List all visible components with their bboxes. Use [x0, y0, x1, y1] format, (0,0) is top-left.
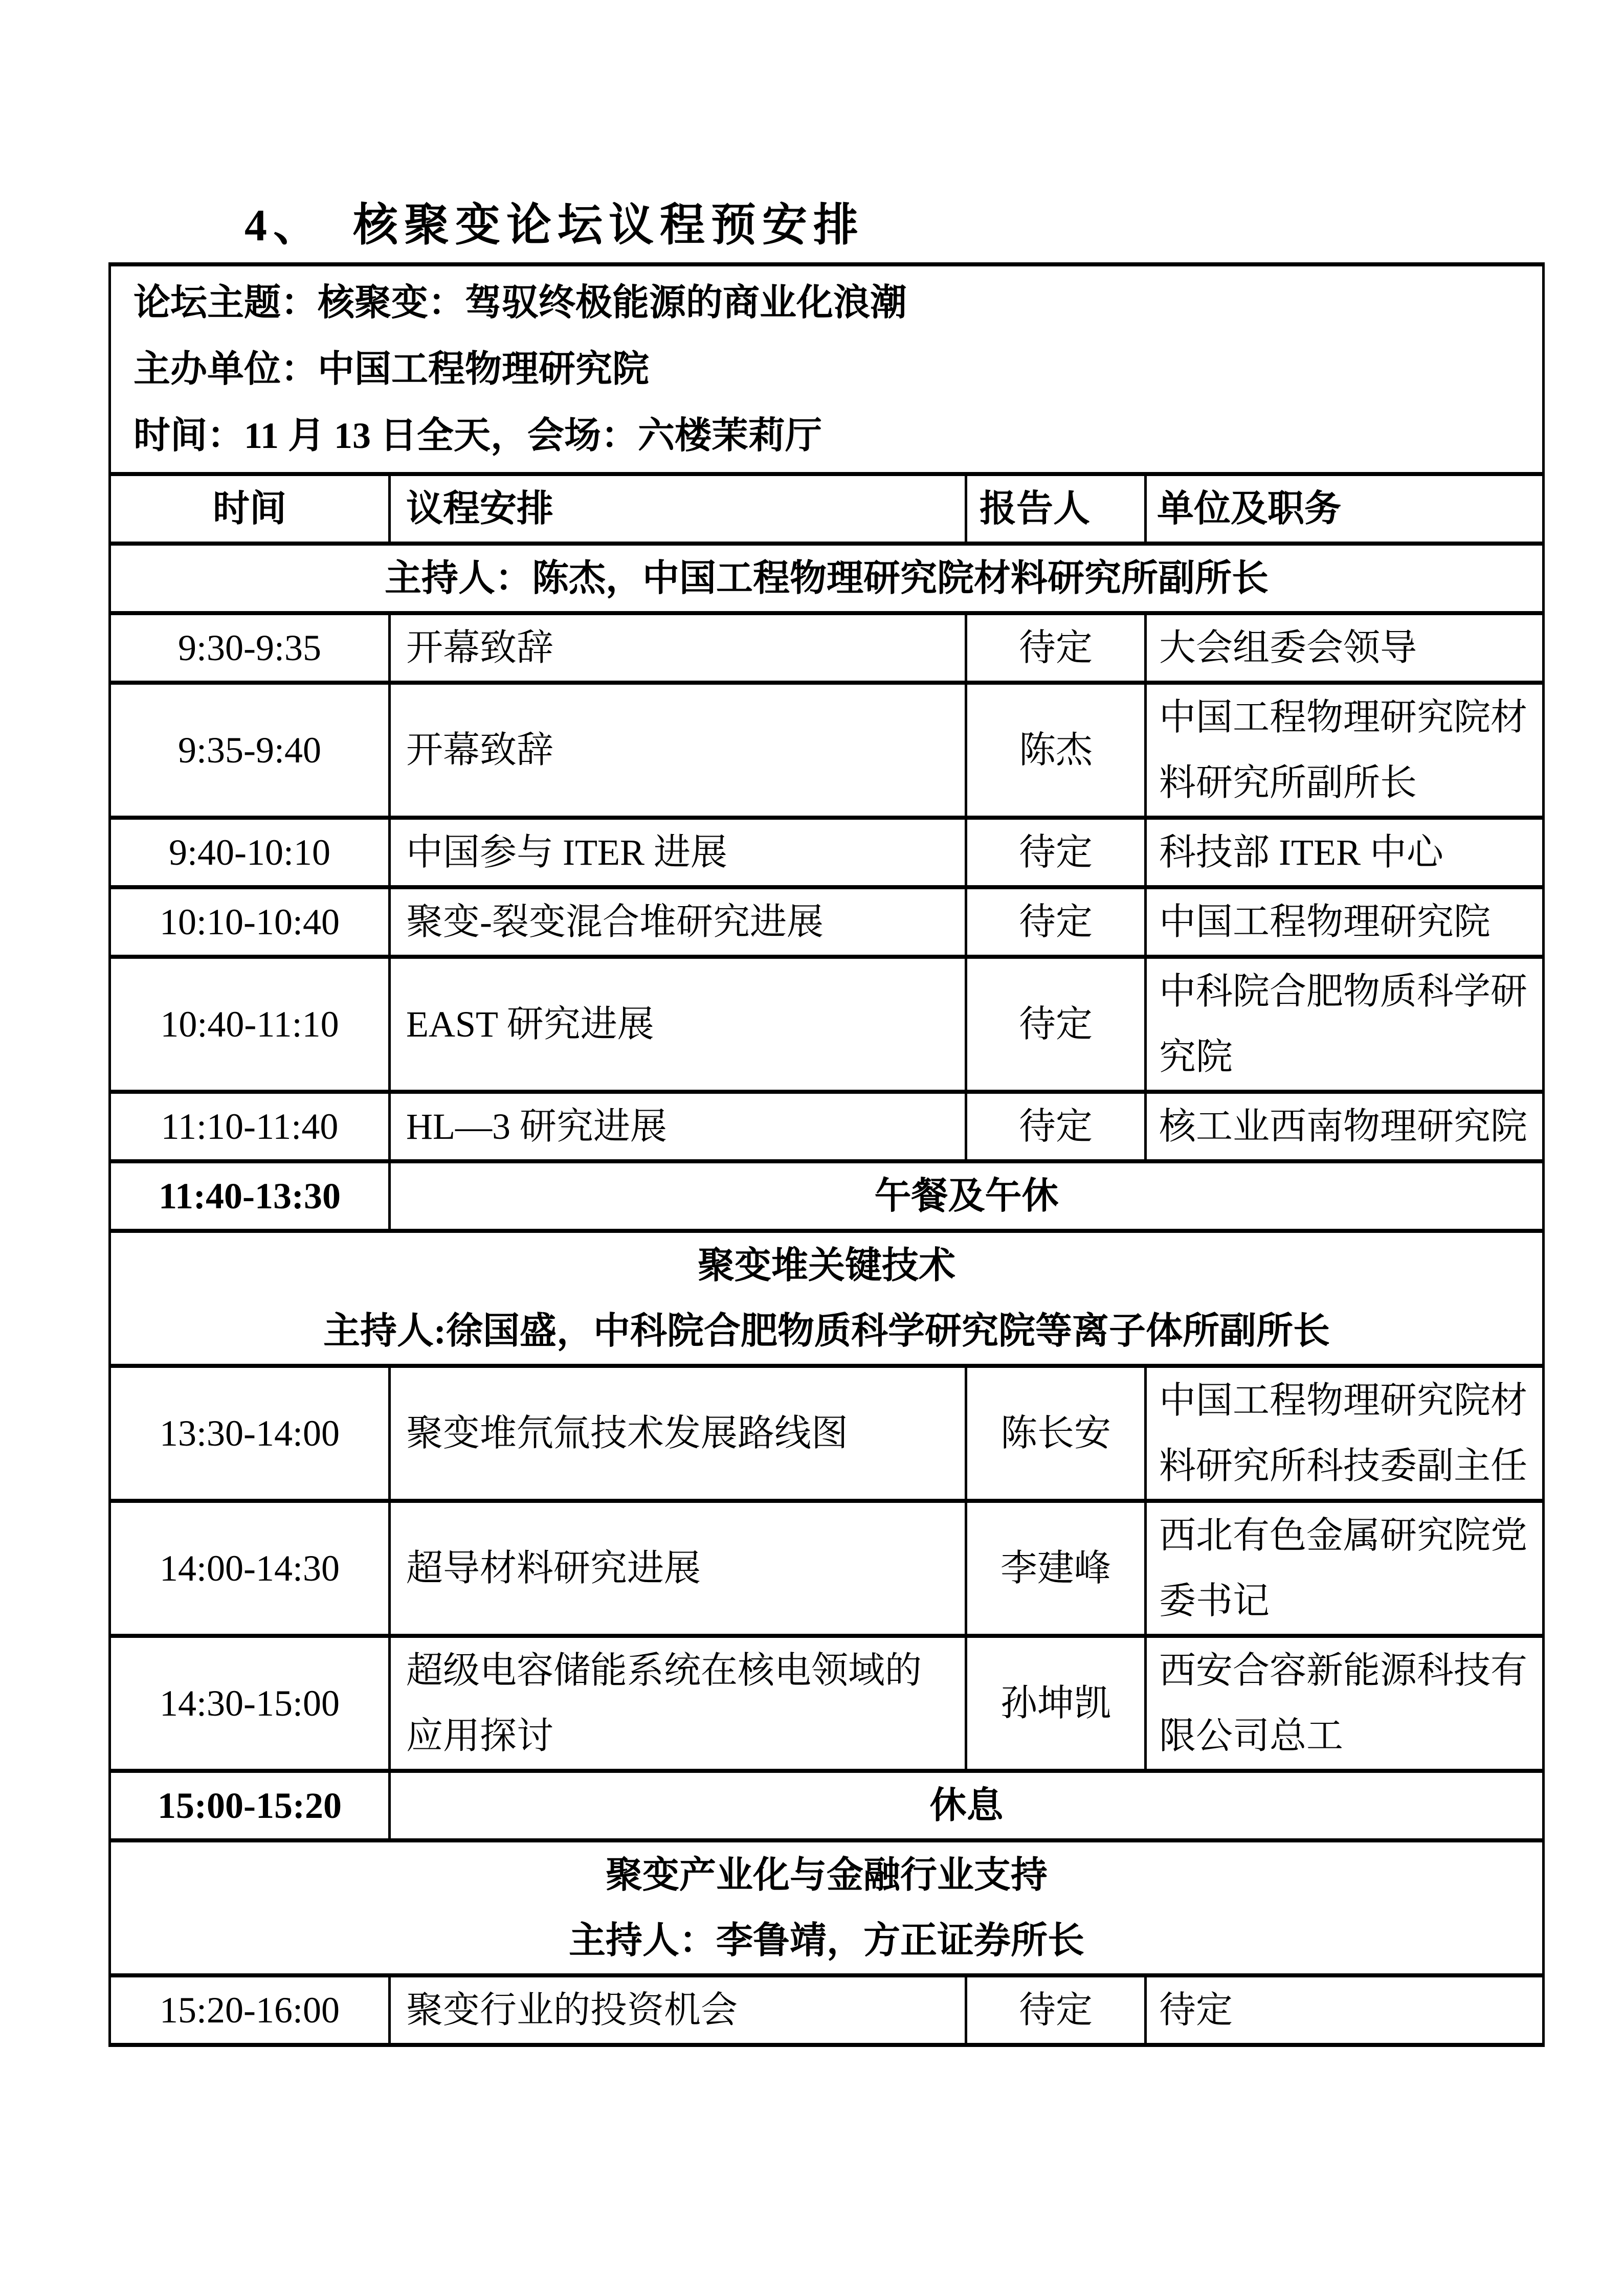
cell-time: 9:40-10:10	[110, 818, 390, 887]
cell-agenda: 聚变-裂变混合堆研究进展	[390, 887, 966, 957]
cell-time: 13:30-14:00	[110, 1366, 390, 1501]
forum-datetime-line: 时间：11 月 13 日全天，会场：六楼茉莉厅	[134, 415, 822, 456]
cell-org: 西北有色金属研究院党委书记	[1146, 1501, 1544, 1636]
forum-info-cell	[110, 264, 1544, 474]
cell-time: 15:20-16:00	[110, 1975, 390, 2045]
agenda-row-0935	[110, 683, 1544, 818]
agenda-row-1400	[110, 1501, 1544, 1636]
section-1-cell	[110, 1231, 1544, 1366]
moderator-row-session1	[110, 544, 1544, 613]
agenda-row-1040	[110, 957, 1544, 1092]
section-2-moderator: 主持人：李鲁靖，方正证券所长	[569, 1920, 1085, 1961]
cell-org: 核工业西南物理研究院	[1146, 1092, 1544, 1161]
cell-agenda: 聚变堆氘氚技术发展路线图	[390, 1366, 966, 1501]
forum-topic-line: 论坛主题：核聚变：驾驭终极能源的商业化浪潮	[134, 282, 907, 323]
cell-speaker: 待定	[966, 613, 1146, 683]
column-header-agenda: 议程安排	[390, 474, 966, 544]
agenda-row-1010	[110, 887, 1544, 957]
section-1-moderator: 主持人:徐国盛，中科院合肥物质科学研究院等离子体所副所长	[323, 1311, 1330, 1352]
cell-speaker: 李建峰	[966, 1501, 1146, 1636]
column-header-time: 时间	[110, 474, 390, 544]
cell-speaker: 待定	[966, 1092, 1146, 1161]
section-row-1	[110, 1231, 1544, 1366]
cell-speaker: 待定	[966, 957, 1146, 1092]
cell-org: 西安合容新能源科技有限公司总工	[1146, 1636, 1544, 1771]
cell-speaker: 孙坤凯	[966, 1636, 1146, 1771]
column-header-speaker: 报告人	[966, 474, 1146, 544]
cell-org: 中国工程物理研究院材料研究所副所长	[1146, 683, 1544, 818]
cell-agenda: 聚变行业的投资机会	[390, 1975, 966, 2045]
section-2-title: 聚变产业化与金融行业支持	[606, 1855, 1048, 1896]
section-1-title: 聚变堆关键技术	[698, 1245, 956, 1286]
cell-agenda: 超导材料研究进展	[390, 1501, 966, 1636]
cell-org: 中国工程物理研究院	[1146, 887, 1544, 957]
lunch-break-row	[110, 1161, 1544, 1231]
rest-time-cell: 15:00-15:20	[110, 1771, 390, 1840]
cell-speaker: 陈杰	[966, 683, 1146, 818]
lunch-label-cell: 午餐及午休	[390, 1161, 1544, 1231]
forum-info-row	[110, 264, 1544, 474]
cell-speaker: 待定	[966, 887, 1146, 957]
cell-time: 9:30-9:35	[110, 613, 390, 683]
cell-org: 大会组委会领导	[1146, 613, 1544, 683]
agenda-row-0930	[110, 613, 1544, 683]
cell-agenda: 超级电容储能系统在核电领域的应用探讨	[390, 1636, 966, 1771]
agenda-row-1330	[110, 1366, 1544, 1501]
cell-org: 中国工程物理研究院材料研究所科技委副主任	[1146, 1366, 1544, 1501]
cell-speaker: 陈长安	[966, 1366, 1146, 1501]
cell-agenda: EAST 研究进展	[390, 957, 966, 1092]
cell-org: 科技部 ITER 中心	[1146, 818, 1544, 887]
lunch-time-cell: 11:40-13:30	[110, 1161, 390, 1231]
cell-time: 14:30-15:00	[110, 1636, 390, 1771]
cell-time: 9:35-9:40	[110, 683, 390, 818]
agenda-row-1520	[110, 1975, 1544, 2045]
rest-label-cell: 休息	[390, 1771, 1544, 1840]
forum-host-line: 主办单位：中国工程物理研究院	[134, 349, 650, 390]
cell-agenda: 中国参与 ITER 进展	[390, 818, 966, 887]
cell-agenda: 开幕致辞	[390, 613, 966, 683]
table-header-row	[110, 474, 1544, 544]
cell-speaker: 待定	[966, 1975, 1146, 2045]
cell-time: 14:00-14:30	[110, 1501, 390, 1636]
rest-break-row	[110, 1771, 1544, 1840]
cell-org: 中科院合肥物质科学研究院	[1146, 957, 1544, 1092]
cell-org: 待定	[1146, 1975, 1544, 2045]
cell-time: 10:40-11:10	[110, 957, 390, 1092]
page-title: 4、 核聚变论坛议程预安排	[244, 201, 865, 251]
section-row-2	[110, 1840, 1544, 1975]
agenda-row-1430	[110, 1636, 1544, 1771]
cell-time: 10:10-10:40	[110, 887, 390, 957]
cell-agenda: 开幕致辞	[390, 683, 966, 818]
agenda-table	[108, 262, 1545, 2047]
section-2-cell	[110, 1840, 1544, 1975]
agenda-row-0940	[110, 818, 1544, 887]
cell-agenda: HL—3 研究进展	[390, 1092, 966, 1161]
cell-time: 11:10-11:40	[110, 1092, 390, 1161]
moderator-session1: 主持人：陈杰，中国工程物理研究院材料研究所副所长	[110, 544, 1544, 613]
cell-speaker: 待定	[966, 818, 1146, 887]
column-header-org: 单位及职务	[1146, 474, 1544, 544]
agenda-row-1110	[110, 1092, 1544, 1161]
